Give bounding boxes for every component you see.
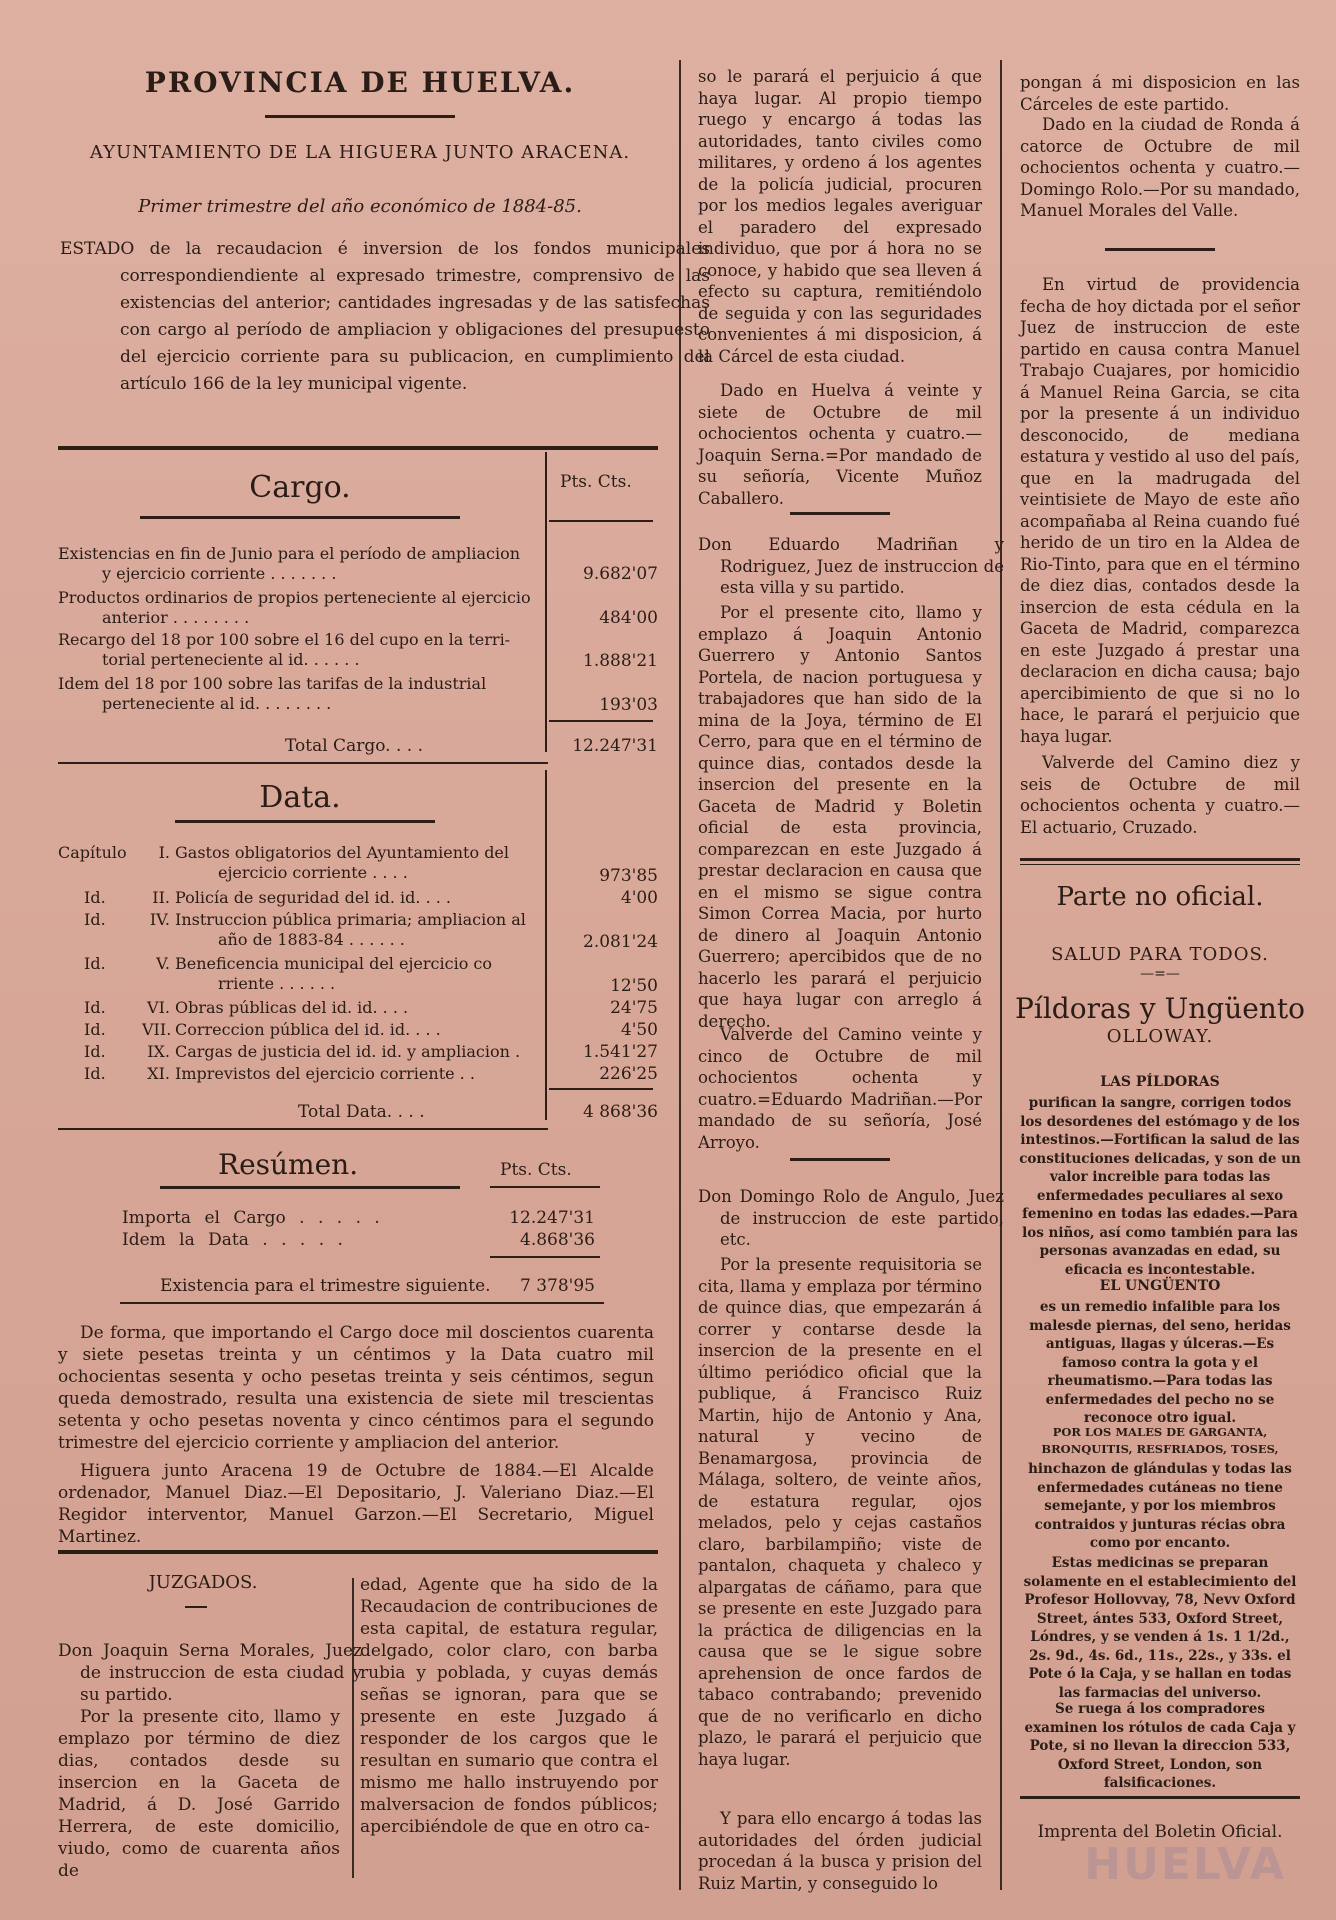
garganta-text: hinchazon de glándulas y todas las enfermedades cutáneas no tiene semejante, y por los miembros contraidos y junturas récias obra como por encanto. — [1028, 1461, 1292, 1551]
resumen-cargo-amount: 12.247'31 — [509, 1208, 595, 1228]
col3-signature: Valverde del Camino veinte y cinco de Octubre de mil ochocientos ochenta y cuatro.=Eduardo Madriñan.—Por mandado de su señoría, José Arroyo. — [698, 1025, 982, 1152]
data-row-chapter: Id. — [84, 954, 106, 973]
las-pildoras-text: purifican la sangre, corrigen todos los desordenes del estómago y de los intestinos.—Fortifican la salud de las constituciones delicadas, y son de un valor increible para todas las enfermedades peculiares al sexo femenino en todas las edades.—Para los niños, así como también para las personas avanzadas en edad, su eficacia es incontestable. — [1019, 1095, 1301, 1278]
resumen-sum-rule — [490, 1256, 600, 1258]
data-row-amount: 24'75 — [610, 998, 658, 1018]
data-row-number: V. — [156, 954, 170, 973]
juzgados-top-rule — [58, 1550, 658, 1554]
data-row-amount: 4'50 — [620, 1020, 658, 1040]
col4-double-rule — [1020, 864, 1300, 865]
col3-judge-body: Por la presente requisitoria se cita, llama y emplaza por término de quince dias, que empezarán á correr y contarse desde la insercion de la presente en el último periódico oficial que la publique, á Francisco Ruiz Martin, hijo de Antonio y Ana, natural y vecino de Benamargosa, provincia de Málaga, soltero, de veinte años, de estatura regular, ojos melados, pelo y cejas castaños claro, barbilampiño; viste de pantalon, chaqueta y chaleco y alpargatas de cáñamo, para que se presente en este Juzgado para la práctica de diligencias en la causa que se le sigue sobre aprehension de once fardos de tabaco contrabando; prevenido que de no verificarlo en dicho plazo, le parará el perjuicio que haya lugar. — [698, 1255, 982, 1769]
resumen-bottom-rule — [120, 1302, 604, 1304]
juzgados-title: JUZGADOS. — [148, 1572, 258, 1593]
data-row-number: VII. — [142, 1020, 172, 1039]
data-row-chapter: Id. — [84, 888, 106, 907]
col3-judge-heading: Don Domingo Rolo de Angulo, Juez de instruccion de este partido, etc. — [698, 1187, 1004, 1249]
data-row-amount: 4'00 — [620, 888, 658, 908]
cargo-column-header: Pts. Cts. — [560, 472, 632, 492]
cargo-row-amount: 1.888'21 — [583, 651, 658, 671]
resumen-underline — [160, 1186, 460, 1189]
col4-double-rule — [1020, 858, 1300, 861]
cargo-underline — [140, 516, 460, 519]
province-title: PROVINCIA DE HUELVA. — [144, 66, 576, 99]
parte-no-oficial-title: Parte no oficial. — [1056, 882, 1264, 912]
data-row-number: II. — [152, 888, 170, 907]
cargo-row-text: Productos ordinarios de propios perteneciente al ejercicio — [58, 588, 531, 607]
data-row-chapter: Id. — [84, 1042, 106, 1061]
data-row — [58, 910, 544, 950]
data-row-text: Correccion pública del id. id. . . . — [175, 1020, 441, 1039]
trimestre-subtitle: Primer trimestre del año económico de 1884-85. — [138, 196, 582, 217]
data-row-text: Instruccion pública primaria; ampliacion al — [175, 910, 526, 929]
data-row-text: rriente . . . . . . — [218, 974, 336, 993]
salud-para-todos: SALUD PARA TODOS. — [1051, 944, 1269, 965]
table-divider — [545, 770, 547, 1120]
data-row-number: IX. — [147, 1042, 170, 1061]
cargo-bottom-rule — [58, 762, 548, 764]
imprenta-rule — [1020, 1796, 1300, 1799]
cargo-row — [58, 630, 544, 670]
ayuntamiento-title: AYUNTAMIENTO DE LA HIGUERA JUNTO ARACENA. — [89, 142, 631, 163]
cargo-total-rule — [549, 720, 653, 722]
holloway-name: OLLOWAY. — [1106, 1026, 1214, 1047]
resumen-header-rule — [490, 1186, 600, 1188]
cargo-title: Cargo. — [249, 470, 351, 505]
unguento-title: EL UNGÜENTO — [1099, 1278, 1221, 1294]
data-row-text: año de 1883-84 . . . . . . — [218, 930, 405, 949]
juzgados-dash — [185, 1606, 207, 1608]
cargo-row-text: Recargo del 18 por 100 sobre el 16 del cupo en la terri- — [58, 630, 511, 649]
existencia-label: Existencia para el trimestre siguiente. — [160, 1276, 491, 1296]
col3-closing: Y para ello encargo á todas las autoridades del órden judicial procedan á la busca y prision del Ruiz Martin, y conseguido lo — [698, 1809, 982, 1893]
data-row-amount: 226'25 — [599, 1064, 658, 1084]
unguento-text: es un remedio infalible para los malesde piernas, del seno, heridas antiguas, llagas y úlceras.—Es famoso contra la gota y el rheumatismo.—Para todas las enfermedades del pecho no se reconoce otro igual. — [1029, 1299, 1291, 1426]
col4-paragraph: pongan á mi disposicion en las Cárceles de este partido. — [1020, 73, 1300, 114]
data-row — [58, 1064, 544, 1084]
data-underline — [175, 820, 435, 823]
data-row-chapter: Id. — [84, 1020, 106, 1039]
data-row-chapter: Id. — [84, 1064, 106, 1083]
data-row — [58, 954, 544, 994]
col3-judge-heading: Don Eduardo Madriñan y Rodriguez, Juez de instruccion de esta villa y su partido. — [698, 535, 1004, 597]
imprenta-line: Imprenta del Boletin Oficial. — [1037, 1822, 1283, 1842]
juzgado-heading: Don Joaquin Serna Morales, Juez de instruccion de esta ciudad y su partido. — [58, 1641, 362, 1705]
data-row-number: IV. — [149, 910, 170, 929]
garganta-title: POR LOS MALES DE GARGANTA, BRONQUITIS, RESFRIADOS, TOSES, — [1041, 1425, 1279, 1456]
data-row-amount: 973'85 — [599, 866, 658, 886]
data-bottom-rule — [58, 1128, 548, 1130]
resumen-cargo-label: Importa el Cargo . . . . . — [122, 1208, 380, 1228]
data-row-amount: 2.081'24 — [583, 932, 658, 952]
col4-signature: Valverde del Camino diez y seis de Octubre de mil ochocientos ochenta y cuatro.—El actuario, Cruzado. — [1020, 753, 1300, 837]
conclusion-paragraph: De forma, que importando el Cargo doce mil doscientos cuarenta y siete pesetas treinta y un céntimos y la Data cuatro mil ochocientas sesenta y ocho pesetas treinta y seis céntimos, segun queda demostrado, resulta una existencia de siete mil trescientas setenta y ocho pesetas noventa y cinco céntimos para el segundo trimestre del ejercicio corriente y ampliacion del anterior. — [58, 1323, 654, 1453]
column-rule — [352, 1578, 354, 1878]
data-title: Data. — [259, 780, 341, 815]
data-total-amount: 4 868'36 — [583, 1102, 658, 1122]
data-row — [58, 1020, 544, 1040]
juzgado-body-continued: edad, Agente que ha sido de la Recaudacion de contribuciones de esta capital, de estatura regular, delgado, color claro, con barba rubia y poblada, y cuyas demás señas se ignoran, para que se presente en este Juzgado á responder de los cargos que le resultan en sumario que contra el mismo me hallo instruyendo por malversacion de fondos públicos; apercibiéndole de que en otro ca- — [360, 1575, 658, 1837]
col4-signature: Dado en la ciudad de Ronda á catorce de Octubre de mil ochocientos ochenta y cuatro.—Domingo Rolo.—Por su mandado, Manuel Morales del Valle. — [1020, 115, 1300, 220]
cargo-row-text: perteneciente al id. . . . . . . . — [102, 694, 332, 713]
data-row-chapter: Id. — [84, 998, 106, 1017]
signature-paragraph: Higuera junto Aracena 19 de Octubre de 1884.—El Alcalde ordenador, Manuel Diaz.—El Depositario, J. Valeriano Diaz.—El Regidor interventor, Manuel Garzon.—El Secretario, Miguel Martinez. — [58, 1461, 654, 1547]
cargo-total-amount: 12.247'31 — [572, 736, 658, 756]
data-row-amount: 1.541'27 — [583, 1042, 658, 1062]
cargo-row-amount: 193'03 — [599, 695, 658, 715]
ruega-text: Se ruega á los compradores examinen los rótulos de cada Caja y Pote, si no llevan la direccion 533, Oxford Street, London, son falsificaciones. — [1024, 1701, 1296, 1791]
archive-watermark: HUELVA — [1084, 1839, 1286, 1890]
data-row-chapter: Capítulo — [58, 843, 127, 862]
ornament-rule — [265, 115, 455, 118]
medicinas-text: Estas medicinas se preparan solamente en el establecimiento del Profesor Hollovvay, 78, Nevv Oxford Street, ántes 533, Oxford Street, Lóndres, y se venden á 1s. 1 1/2d., 2s. 9d., 4s. 6d., 11s., 22s., y 33s. el Pote ó la Caja, y se hallan en todas las farmacias del universo. — [1023, 1555, 1297, 1701]
data-total-rule — [549, 1088, 653, 1090]
col3-ornament — [790, 1158, 890, 1161]
resumen-column-header: Pts. Cts. — [500, 1160, 572, 1180]
table-divider — [545, 452, 547, 752]
resumen-title: Resúmen. — [218, 1148, 359, 1181]
data-total-label: Total Data. . . . — [298, 1102, 425, 1122]
data-row-number: XI. — [147, 1064, 170, 1083]
cargo-header-rule — [549, 520, 653, 522]
cargo-row-text: torial perteneciente al id. . . . . . — [102, 650, 360, 669]
las-pildoras-title: LAS PÍLDORAS — [1100, 1074, 1220, 1090]
existencia-amount: 7 378'95 — [520, 1276, 595, 1296]
cargo-row — [58, 674, 544, 714]
cargo-row-text: anterior . . . . . . . . — [102, 608, 250, 627]
cargo-row — [58, 544, 544, 584]
data-row — [58, 843, 544, 883]
cargo-row — [58, 588, 544, 628]
data-row-text: Beneficencia municipal del ejercicio co — [175, 954, 492, 973]
cargo-row-text: Existencias en fin de Junio para el período de ampliacion — [58, 544, 521, 563]
cargo-row-text: Idem del 18 por 100 sobre las tarifas de la industrial — [58, 674, 487, 693]
col3-judge-body: Por el presente cito, llamo y emplazo á Joaquin Antonio Guerrero y Antonio Santos Portela, de nacion portuguesa y trabajadores que han sido de la mina de la Joya, término de El Cerro, para que en el término de quince dias, contados desde la insercion del presente en la Gaceta de Madrid y Boletin oficial de esta provincia, comparezcan en este Juzgado á prestar declaracion en causa que en el mismo se sigue contra Simon Correa Macia, por hurto de dinero al Joaquin Antonio Guerrero; apercibidos que de no hacerlo les parará el perjuicio que haya lugar con arreglo á derecho. — [698, 603, 982, 1031]
data-row — [58, 888, 544, 908]
col3-ornament — [790, 512, 890, 515]
data-row-number: I. — [158, 843, 170, 862]
data-row-text: Obras públicas del id. id. . . . — [175, 998, 409, 1017]
data-row-text: Cargas de justicia del id. id. y ampliacion . — [175, 1042, 521, 1061]
data-row-text: Imprevistos del ejercicio corriente . . — [175, 1064, 475, 1083]
pildoras-title: Píldoras y Ungüento — [1015, 992, 1305, 1025]
cargo-row-amount: 484'00 — [599, 608, 658, 628]
cargo-total-label: Total Cargo. . . . — [285, 736, 423, 756]
data-row-text: Gastos obligatorios del Ayuntamiento del — [175, 843, 510, 862]
estado-paragraph: ESTADO de la recaudacion é inversion de los fondos municipales correspondiendiente al expresado trimestre, comprensivo de las existencias del anterior; cantidades ingresadas y de las satisfechas con cargo al período de ampliacion y obligaciones del presupuesto del ejercicio corriente para su publicacion, en cumplimiento del artículo 166 de la ley municipal vigente. — [60, 239, 710, 394]
data-row — [58, 1042, 544, 1062]
data-row-text: ejercicio corriente . . . . — [218, 863, 408, 882]
col4-citation: En virtud de providencia fecha de hoy dictada por el señor Juez de instruccion de este partido en causa contra Manuel Trabajo Cuajares, por homicidio á Manuel Reina Garcia, se cita por la presente á un individuo desconocido, de mediana estatura y vestido al uso del país, que en la madrugada del veintisiete de Mayo de este año acompañaba al Reina cuando fué herido de un tiro en la Aldea de Rio-Tinto, para que en el término de diez dias, contados desde la insercion de esta cédula en la Gaceta de Madrid, comparezca en este Juzgado á prestar una declaracion en dicha causa; bajo apercibimiento de que si no lo hace, le parará el perjuicio que haya lugar. — [1020, 275, 1300, 746]
juzgado-body: Por la presente cito, llamo y emplazo por término de diez dias, contados desde su insercion en la Gaceta de Madrid, á D. José Garrido Herrera, de este domicilio, viudo, como de cuarenta años de — [58, 1707, 340, 1881]
col3-paragraph: so le parará el perjuicio á que haya lugar. Al propio tiempo ruego y encargo á todas las autoridades, tanto civiles como militares, y ordeno á los agentes de la policía judicial, procuren por los medios legales averiguar el paradero del expresado individuo, que por á hora no se conoce, y habido que sea lleven á efecto su captura, remitiéndolo de seguida y con las seguridades convenientes á mi disposicion, á la Cárcel de esta ciudad. — [698, 67, 982, 366]
resumen-data-amount: 4.868'36 — [520, 1230, 595, 1250]
data-row-amount: 12'50 — [610, 976, 658, 996]
cargo-row-amount: 9.682'07 — [583, 564, 658, 584]
section-rule — [58, 446, 658, 450]
data-row-text: Policía de seguridad del id. id. . . . — [175, 888, 451, 907]
data-row — [58, 998, 544, 1018]
data-row-chapter: Id. — [84, 910, 106, 929]
cargo-row-text: y ejercicio corriente . . . . . . . — [102, 564, 337, 583]
resumen-data-label: Idem la Data . . . . . — [122, 1230, 343, 1250]
col4-ornament — [1105, 248, 1215, 251]
col3-signature: Dado en Huelva á veinte y siete de Octubre de mil ochocientos ochenta y cuatro.—Joaquin Serna.=Por mandado de su señoría, Vicente Muñoz Caballero. — [698, 381, 982, 508]
column-rule — [1000, 60, 1002, 1890]
data-row-number: VI. — [147, 998, 170, 1017]
small-ornament: —=— — [1140, 966, 1180, 982]
